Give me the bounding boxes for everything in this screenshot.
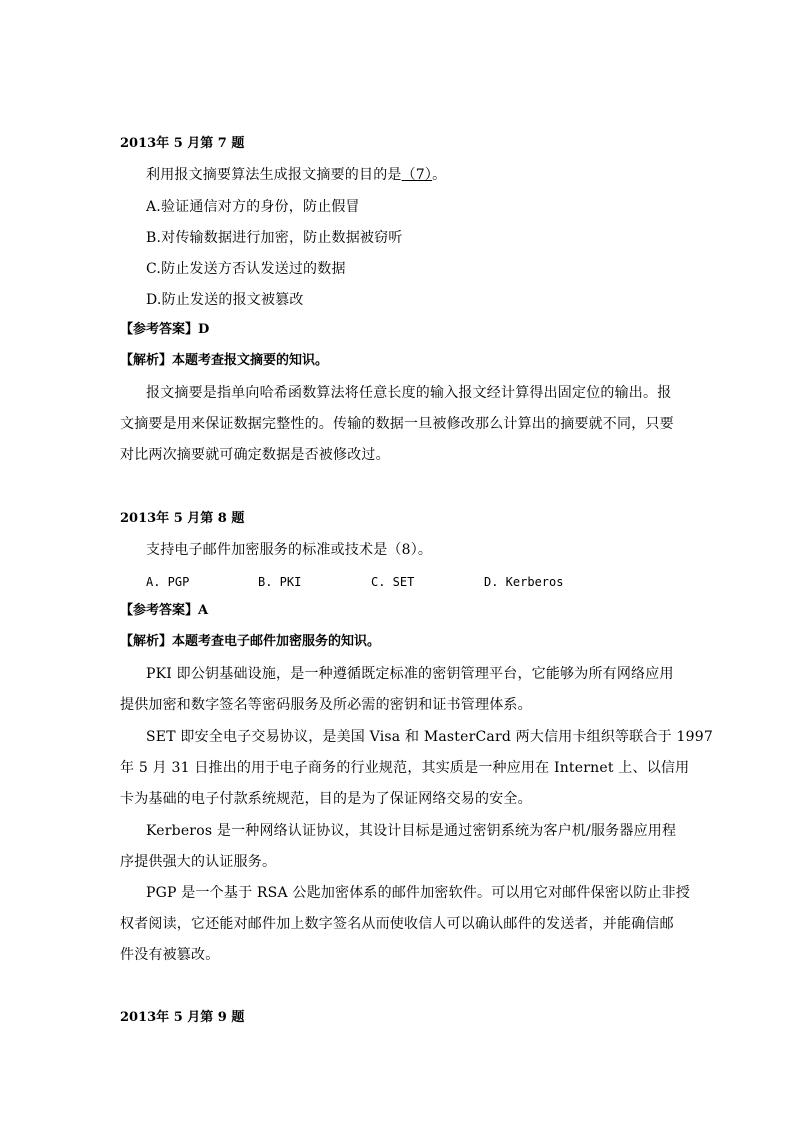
question-8-option-a: A. PGP [146, 575, 190, 589]
question-7-analysis-line: 文摘要是用来保证数据完整性的。传输的数据一旦被修改那么计算出的摘要就不同，只要 [120, 416, 674, 432]
question-8-analysis-line: 提供加密和数字签名等密码服务及所必需的密钥和证书管理体系。 [120, 697, 532, 713]
question-7-option-a: A.验证通信对方的身份，防止假冒 [146, 199, 360, 215]
question-8-analysis-line: 卡为基础的电子付款系统规范，目的是为了保证网络交易的安全。 [120, 791, 532, 807]
question-8-analysis-line: SET 即安全电子交易协议，是美国 Visa 和 MasterCard 两大信用卡组织等联合于 1997 [146, 729, 713, 745]
question-8-analysis-line: PKI 即公钥基础设施，是一种遵循既定标准的密钥管理平台，它能够为所有网络应用 [146, 666, 674, 682]
question-7-blank: （7） [401, 167, 433, 183]
question-8-analysis-line: 件没有被篡改。 [120, 947, 220, 963]
question-8-answer: 【参考答案】A [120, 603, 209, 618]
question-8-analysis-line: 年 5 月 31 日推出的用于电子商务的行业规范，其实质是一种应用在 Internet 上、以信用 [120, 760, 690, 776]
question-8-analysis-line: 权者阅读，它还能对邮件加上数字签名从而使收信人可以确认邮件的发送者，并能确信邮 [120, 916, 674, 932]
question-8-analysis-line: 序提供强大的认证服务。 [120, 854, 277, 870]
question-7-analysis-line: 对比两次摘要就可确定数据是否被修改过。 [120, 447, 390, 463]
question-7-stem [146, 165, 446, 185]
question-7-answer: 【参考答案】D [120, 322, 210, 337]
question-7-option-d: D.防止发送的报文被篡改 [146, 292, 304, 308]
question-8-analysis-line: PGP 是一个基于 RSA 公匙加密体系的邮件加密软件。可以用它对邮件保密以防止非授 [146, 885, 691, 901]
question-8-option-b: B. PKI [258, 575, 302, 589]
question-7-option-b: B.对传输数据进行加密，防止数据被窃听 [146, 230, 403, 246]
question-8-heading: 2013年 5 月第 8 题 [120, 511, 245, 526]
question-7-stem-prefix: 利用报文摘要算法生成报文摘要的目的是 [146, 167, 402, 183]
question-8-option-d: D. Kerberos [484, 575, 564, 589]
question-7-analysis-line: 报文摘要是指单向哈希函数算法将任意长度的输入报文经计算得出固定位的输出。报 [146, 385, 672, 401]
question-8-analysis-line: Kerberos 是一种网络认证协议，其设计目标是通过密钥系统为客户机/服务器应用程 [146, 823, 677, 839]
question-8-analysis-title: 【解析】本题考查电子邮件加密服务的知识。 [120, 634, 381, 649]
question-7-analysis-title: 【解析】本题考查报文摘要的知识。 [120, 353, 329, 368]
question-9-heading: 2013年 5 月第 9 题 [120, 1010, 245, 1025]
question-7-option-c: C.防止发送方否认发送过的数据 [146, 261, 346, 277]
question-7-heading: 2013年 5 月第 7 题 [120, 136, 245, 151]
question-8-stem: 支持电子邮件加密服务的标准或技术是（8）。 [146, 542, 433, 558]
question-7-stem-suffix: 。 [432, 167, 447, 183]
question-8-option-c: C. SET [371, 575, 415, 589]
